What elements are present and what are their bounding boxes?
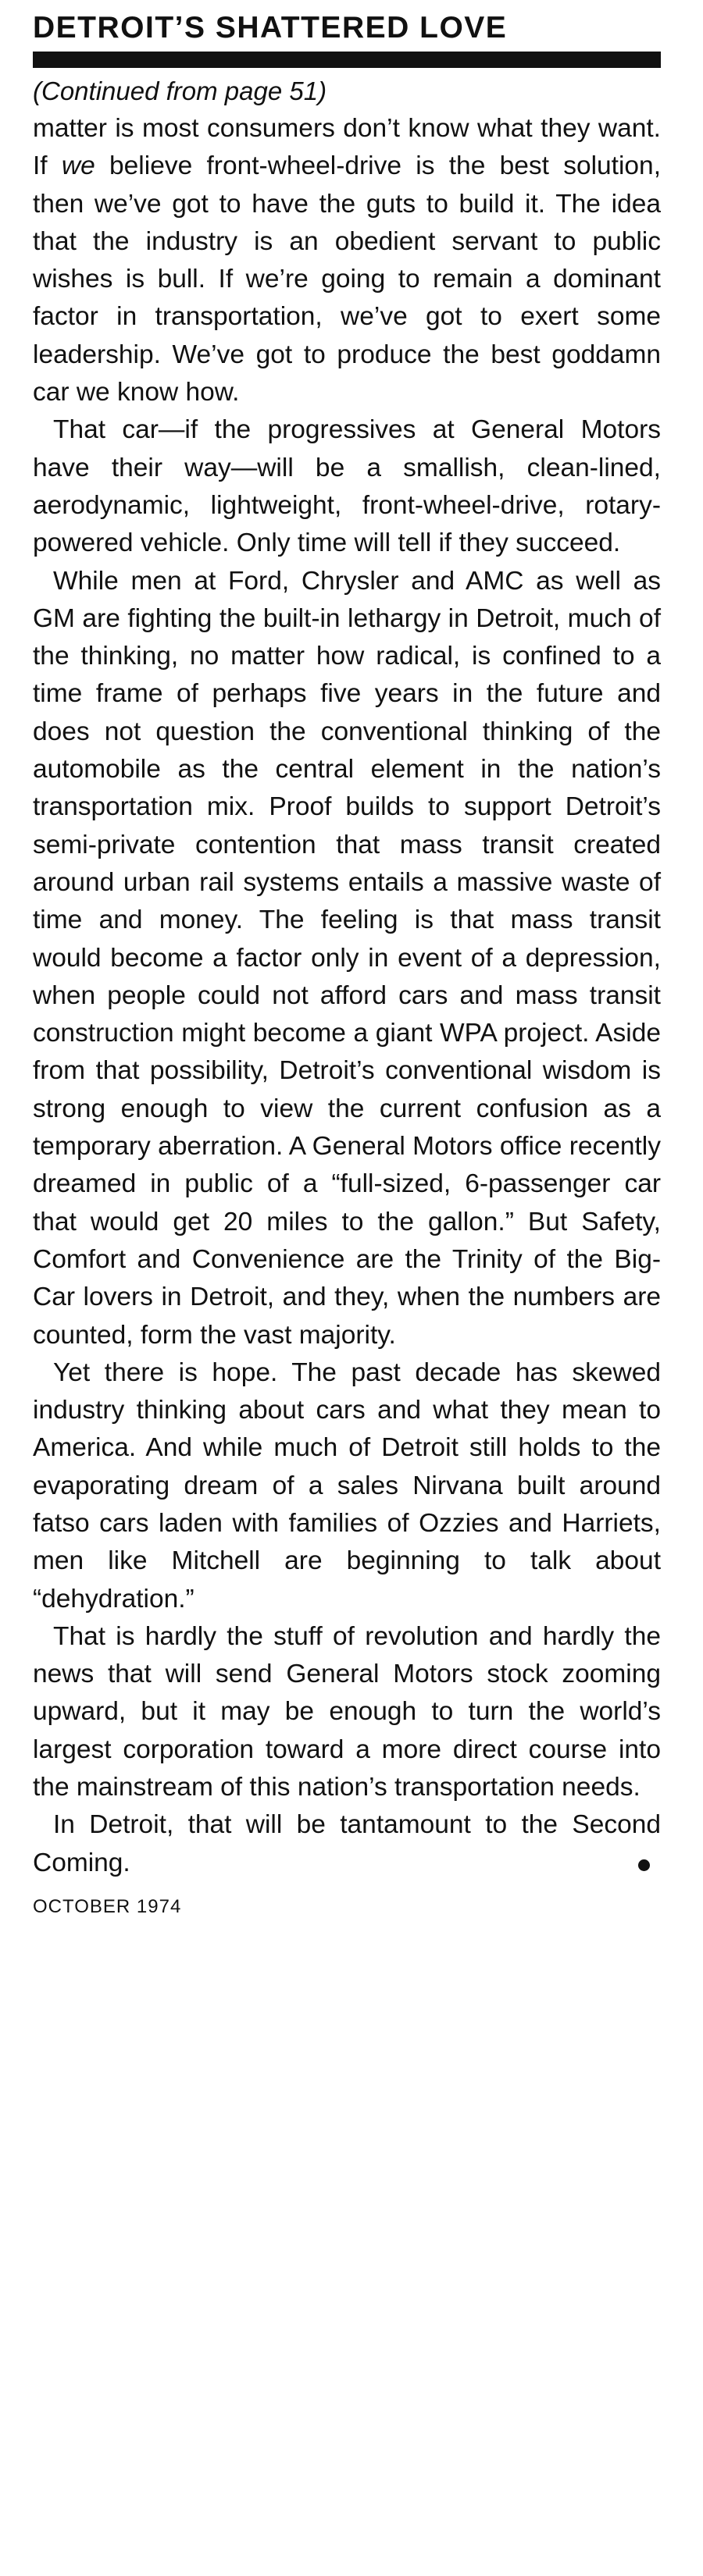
article-title: DETROIT’S SHATTERED LOVE	[33, 11, 508, 44]
paragraph-2: That car—if the progressives at General Motors have their way—will be a smallish, clean-lined, aerodynamic, lightweight, front-wheel-drive, rotary-powered vehicle. Only time will tell if they succeed.	[33, 415, 661, 558]
article-body	[33, 110, 661, 1882]
paragraph-1-emphasis: we	[61, 151, 95, 181]
end-of-article-bullet	[638, 1859, 650, 1871]
paragraph-6: In Detroit, that will be tantamount to the Second Coming.	[33, 1810, 661, 1877]
paragraph-4: Yet there is hope. The past decade has skewed industry thinking about cars and what they mean to America. And while much of Detroit still holds to the evaporating dream of a sales Nirvana built around fatso cars laden with families of Ozzies and Harriets, men like Mitchell are beginning to talk about “dehydration.”	[33, 1357, 661, 1614]
paragraph-5: That is hardly the stuff of revolution and hardly the news that will send General Motors stock zooming upward, but it may be enough to turn the world’s largest corporation toward a more direct course into the mainstream of this nation’s transportation needs.	[33, 1621, 661, 1802]
paragraph-1-text-end: believe front-wheel-drive is the best solution, then we’ve got to have the guts to build it. The idea that the industry is an obedient servant to public wishes is bull. If we’re going to remain a dominant factor in transportation, we’ve got to exert some leadership. We’ve got to produce the best goddamn car we know how.	[33, 151, 661, 407]
final-paragraph-wrap	[33, 1806, 661, 1882]
article-page	[33, 11, 661, 1918]
paragraph-3: While men at Ford, Chrysler and AMC as well as GM are fighting the built-in lethargy in Detroit, much of the thinking, no matter how radical, is confined to a time frame of perhaps five years in the future and does not question the conventional thinking of the automobile as the central element in the nation’s transportation mix. Proof builds to support Detroit’s semi-private contention that mass transit created around urban rail systems entails a massive waste of time and money. The feeling is that mass transit would become a factor only in event of a depression, when people could not afford cars and mass transit construction might become a giant WPA project. Aside from that possibility, Detroit’s conventional wisdom is strong enough to view the current confusion as a temporary aberration. A General Motors office recently dreamed in public of a “full-sized, 6-passenger car that would get 20 miles to the gallon.” But Safety, Comfort and Convenience are the Trinity of the Big-Car lovers in Detroit, and they, when the numbers are counted, form the vast majority.	[33, 566, 661, 1350]
paragraph-1	[33, 110, 661, 411]
title-rule	[33, 52, 661, 68]
paragraph-1-text-start: matter is most consumers don’t know what they want. If	[33, 114, 661, 181]
continued-note: (Continued from page 51)	[33, 76, 327, 105]
issue-date-footer: OCTOBER 1974	[33, 1895, 182, 1917]
